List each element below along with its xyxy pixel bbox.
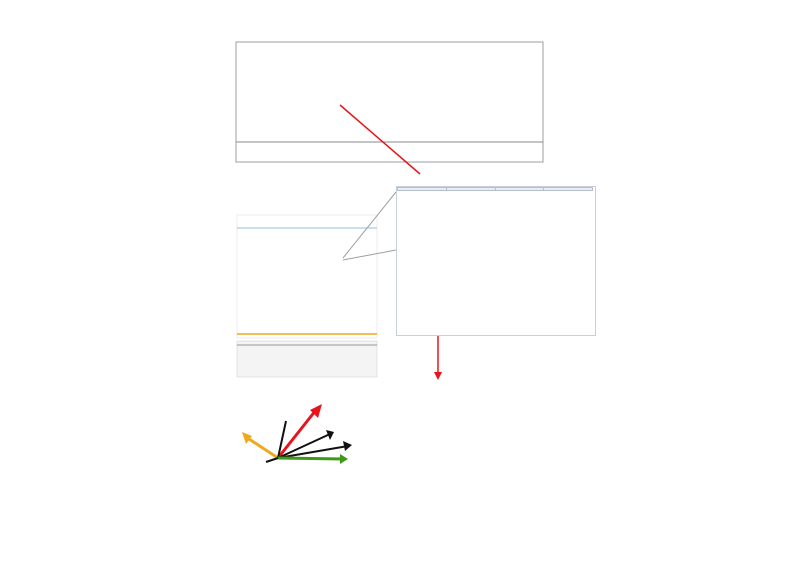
vector-b [278, 458, 344, 459]
fid-panel [236, 42, 543, 162]
peak-table-header-cell[interactable] [544, 188, 593, 191]
peak-table-header [398, 188, 593, 191]
peak-table-header-cell[interactable] [495, 188, 544, 191]
vector-unknown [246, 437, 278, 458]
peak-table-frame [396, 186, 596, 336]
nmr-panel [237, 215, 377, 338]
peak-table-header-cell[interactable] [446, 188, 495, 191]
peak-table-header-cell[interactable] [398, 188, 447, 191]
peak-table [397, 187, 593, 191]
vector-diagram [242, 404, 352, 464]
nmr-axis-panel [237, 341, 377, 377]
